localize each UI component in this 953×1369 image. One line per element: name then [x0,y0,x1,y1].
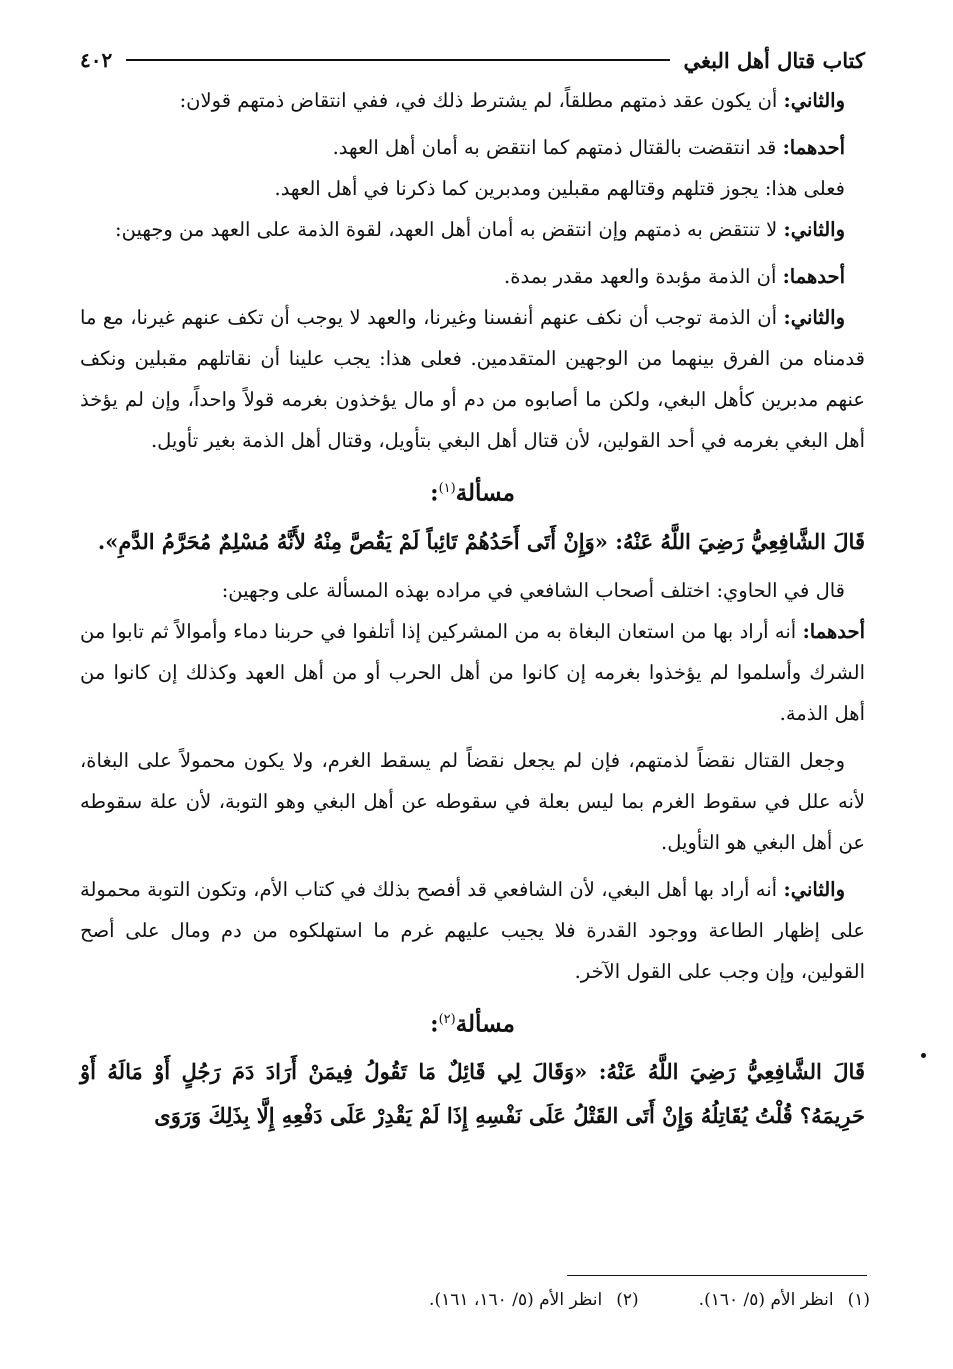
paragraph-lead: أحدهما: [782,136,845,159]
footnote-ref: (٢) [438,1011,456,1027]
paragraph-text: أنه أراد بها من استعان البغاة به من المشركين إذا أتلفوا في حربنا دماء وأموالاً ثم تابوا من الشرك وأسلموا لم يؤخذوا بغرمه إن كانوا من أهل الحرب أو من أهل العهد وكذلك إن كانوا من أهل الذمة. [80,619,865,725]
paragraph-lead: أحدهما: [782,265,845,288]
paragraph [80,869,865,992]
paragraph-text: أن الذمة مؤبدة والعهد مقدر بمدة. [504,265,783,288]
footnotes [230,1290,870,1310]
footnote-text: انظر الأم (٥/ ١٦٠). [698,1290,834,1310]
margin-dot [921,1053,926,1058]
paragraph-lead: والثاني: [783,306,845,329]
paragraph-text: فعلى هذا: يجوز قتلهم وقتالهم مقبلين ومدبرين كما ذكرنا في أهل العهد. [274,177,845,200]
footnote-rule [567,1275,867,1276]
footnote-text: انظر الأم (٥/ ١٦٠، ١٦١). [429,1290,603,1310]
paragraph-text: قال في الحاوي: اختلف أصحاب الشافعي في مراده بهذه المسألة على وجهين: [221,578,845,602]
paragraph [80,209,865,250]
footnote-number: (١) [847,1290,870,1310]
running-header [80,40,865,80]
paragraph [80,611,865,734]
heading-colon: : [430,1010,439,1038]
paragraph [80,168,865,209]
heading-colon: : [430,479,439,507]
paragraph-text: أن يكون عقد ذمتهم مطلقاً، لم يشترط ذلك في، ففي انتقاض ذمتهم قولان: [179,89,784,112]
footnote-ref: (١) [438,481,456,496]
paragraph-text: وجعل القتال نقضاً لذمتهم، فإن لم يجعل نقضاً لم يسقط الغرم، ولا يكون محمولاً على البغاة، لأنه علل في سقوط الغرم بما ليس بعلة في سقوطه عن أهل البغي وهو التوبة، لأن علة سقوطه عن أهل البغي هو التأويل. [80,748,865,854]
paragraph-lead: والثاني: [783,218,845,241]
footnote-number: (٢) [616,1290,639,1310]
paragraph-lead: والثاني: [783,89,845,112]
paragraph [80,570,865,611]
page-number: ٤٠٢ [80,48,113,72]
paragraph [80,740,865,863]
heading-title: مسألة [455,1010,515,1038]
header-rule [126,59,669,61]
paragraph [80,297,865,461]
footnote [429,1290,639,1310]
paragraph-lead: أحدهما: [802,619,865,643]
paragraph-text: لا تنتقض به ذمتهم وإن انتقض به أمان أهل العهد، لقوة الذمة على العهد من وجهين: [115,218,784,241]
quoted-text: قَالَ الشَّافِعِيُّ رَضِيَ اللَّهُ عَنْهُ: «وَإِنْ أَتَى أَحَدُهُمْ تَائِباً لَمْ يَقُصَّ مِنْهُ لأَنَّهُ مُسْلِمٌ مُحَرَّمُ الدَّمِ». [97,528,865,554]
quoted-text: قَالَ الشَّافِعِيُّ رَضِيَ اللَّهُ عَنْهُ: «وَقَالَ لِي قَائِلٌ مَا تَقُولُ فِيمَنْ أَرَادَ دَمَ رَجُلٍ أَوْ مَالَهُ أَوْ حَرِيمَهُ؟ قُلْتُ يُقَاتِلُهُ وَإِنْ أَتَى القَتْلُ عَلَى نَفْسِهِ إِذَا لَمْ يَقْدِرْ عَلَى دَفْعِهِ إِلَّا بِذَلِكَ وَرَوَى [80,1059,865,1129]
book-title: كتاب قتال أهل البغي [683,47,865,73]
paragraph-text: أنه أراد بها أهل البغي، لأن الشافعي قد أفصح بذلك في كتاب الأم، وتكون التوبة محمولة على إظهار الطاعة ووجود القدرة فلا يجيب عليهم غرم ما استهلكوه من دم ومال على أصح القولين، وإن وجب على القول الآخر. [80,877,865,983]
section-heading [80,1000,865,1045]
paragraph-lead: والثاني: [783,877,845,901]
paragraph [80,256,865,297]
heading-title: مسألة [455,479,515,507]
paragraph [80,80,865,121]
section-heading [80,469,865,514]
paragraph [80,127,865,168]
footnote [699,1290,870,1310]
paragraph-text: قد انتقضت بالقتال ذمتهم كما انتقض به أمان أهل العهد. [332,136,783,159]
paragraph-text: أن الذمة توجب أن نكف عنهم أنفسنا وغيرنا، والعهد لا يوجب أن تكف عنهم غيرنا، مع ما قدمناه من الفرق بينهما من الوجهين المتقدمين. فعلى هذا: يجب علينا أن نقاتلهم مقبلين ونكف عنهم مدبرين كأهل البغي، ولكن ما أصابوه من دم أو مال يؤخذون بغرمه قولاً واحداً، وإن لم يؤخذ أهل البغي بغرمه في أحد القولين، لأن قتال أهل البغي بتأويل، وقتال أهل الذمة بغير تأويل. [80,306,865,452]
book-page [80,40,865,1138]
